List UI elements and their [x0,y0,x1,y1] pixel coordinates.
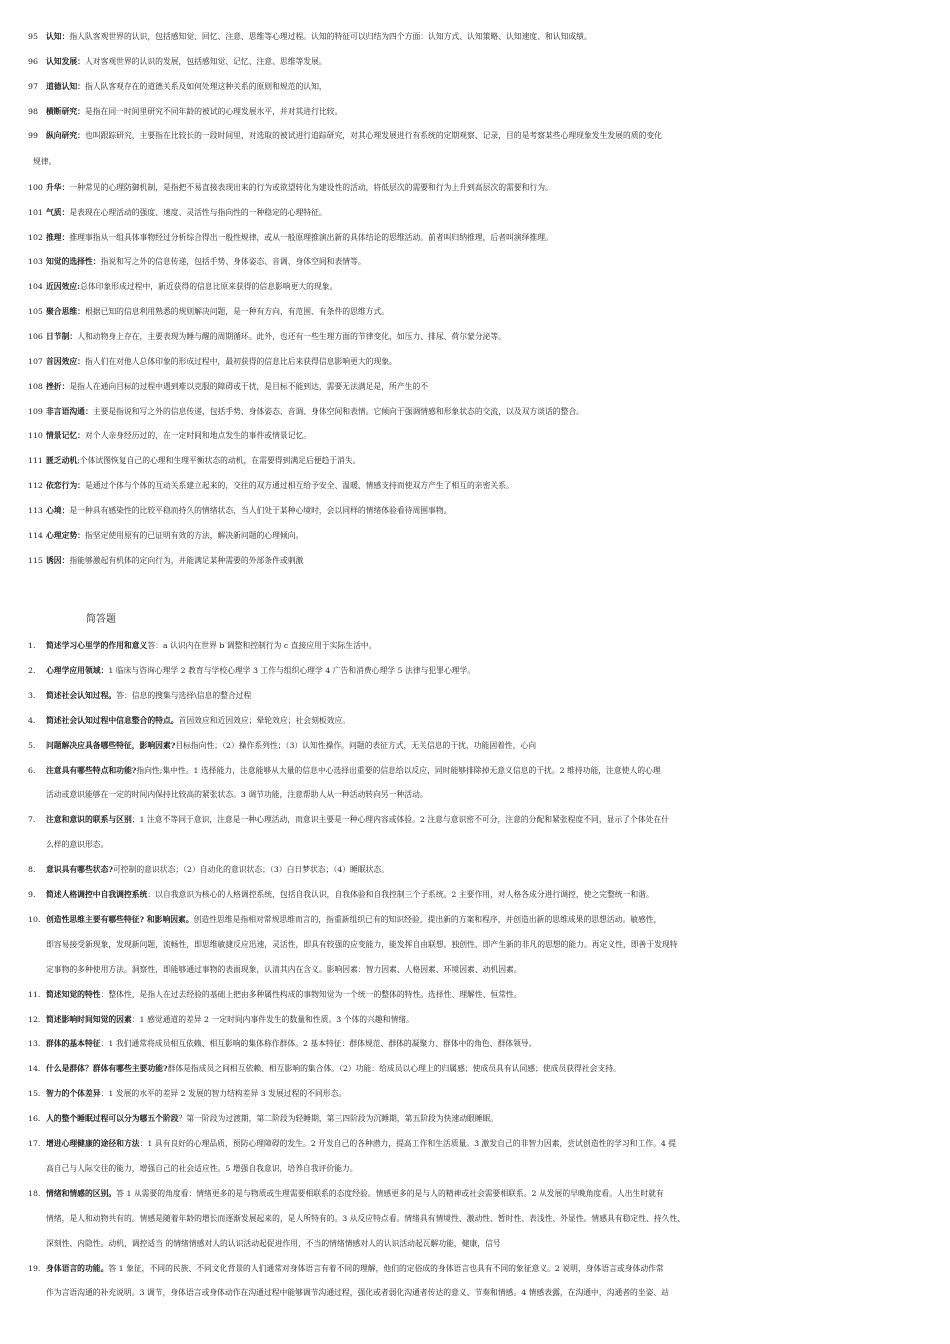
item-body [46,737,536,755]
entry-number: 102 [28,232,43,242]
glossary-entry [0,477,950,495]
item-question: 简述学习心里学的作用和意义 [46,641,148,650]
glossary-entry [0,502,950,520]
item-continuation-text: 么样的意识形态。 [46,840,109,850]
entry-body [46,278,337,296]
entry-number: 114 [28,530,43,540]
short-answer-item [0,637,950,655]
entry-term: 匮乏动机 [46,456,78,466]
item-number: 6. [28,765,36,775]
item-number: 9. [28,890,36,899]
short-answer-item [0,1060,950,1078]
item-question: 问题解决应具备哪些特征，影响因素? [46,740,176,750]
item-continuation-text: 高自己与人际交往的能力，增强自己的社会适应性。5 增强自我意识，培养自我评价能力。 [46,1163,358,1173]
short-answer-item [0,1011,950,1029]
entry-definition: 也叫跟踪研究，主要指在比较长的一段时间里，对选取的被试进行追踪研究，对其心理发展进行有系统的定期观察、记录，目的是考察某些心理现象发生发展的质的变化 [84,131,662,141]
entry-term: 升华： [46,182,70,192]
entry-number: 109 [28,406,43,416]
item-answer: 答：a 认识内在世界 b 调整和控制行为 c 直接应用于实际生活中。 [147,641,377,650]
glossary-entry [0,427,950,445]
entry-definition: 是一种具有感染性的比较平稳而持久的情绪状态，当人们处于某种心境时，会以同样的情绪体验看待周围事物。 [69,505,452,515]
item-continuation-text: 作为言语沟通的补充说明。3 调节，身体语言或身体动作在沟通过程中能够调节沟通过程，强化或者弱化沟通者传达的意义、节奏和情感。4 情感表露，在沟通中，沟通者的坐姿、站 [46,1288,670,1298]
entry-term: 知觉的选择性： [46,257,101,267]
item-answer: ？第一阶段为过渡期，第二阶段为轻睡期，第三四阶段为沉睡期，第五阶段为快速动眼睡眠。 [178,1114,499,1124]
item-body [46,886,654,904]
item-continuation-text: 深刻性、内隐性。动机，调控适当 的情绪情感对人的认识活动起促进作用，不当的情绪情感对人的认识活动起瓦解功能，健康，信号 [46,1238,501,1248]
short-answer-item [0,986,950,1004]
item-answer: ；1 注意不等同于意识，注意是一种心理活动，而意识主要是一种心理内容或体验。2 注意与意识密不可分，注意的分配和紧张程度不同，显示了个体处在什 [131,815,670,825]
item-answer: 指向性;集中性。1 选择能力，注意能够从大量的信息中心选择出重要的信息给以反应，同时能够排除掉无意义信息的干扰。2 维持功能，注意使人的心理 [136,765,661,775]
glossary-entry [0,229,950,247]
item-question: 简述人格调控中自我调控系统 [46,890,148,899]
glossary-entry [0,452,950,470]
section-heading: 简答题 [86,614,116,625]
entry-number: 112 [28,481,43,491]
short-answer-continuation [0,836,950,854]
item-body [46,1060,621,1078]
item-number: 16. [28,1114,41,1124]
entry-definition: 指人队客观存在的道德关系及如何处理这种关系的原则和规范的认知， [84,81,327,91]
entry-term: 依恋行为： [46,481,85,491]
short-answer-item [0,687,950,705]
entry-definition: 人对客观世界的认识的发展，包括感知觉、记忆、注意、思维等发展。 [84,56,327,66]
entry-body [46,53,327,71]
short-answer-item [0,762,950,780]
entry-number: 113 [28,505,43,515]
entry-definition: 指说和写之外的信息传递，包括手势、身体姿态、音调、身体空间和表情等。 [100,257,366,267]
glossary-entry [0,527,950,545]
item-question: 简述社会认知过程中信息整合的特点。 [46,715,179,725]
item-body [46,762,661,780]
entry-body [46,452,361,470]
item-body [46,662,475,680]
item-answer: 答 1 象征，不同的民族、不同文化背景的人们通常对身体语言有着不同的理解，他们的定俗成的身体语言也具有不同的象征意义。2 说明，身体语言或身体动作常 [108,1263,664,1273]
short-answer-item [0,861,950,879]
item-number: 3. [28,690,36,700]
item-number: 5. [28,740,36,750]
item-body [46,1035,536,1053]
item-question: 心理学应用领域： [46,665,109,675]
entry-term: 推理： [46,232,70,242]
entry-term: 非言语沟通： [46,406,93,416]
entry-number: 107 [28,356,43,366]
item-number: 8. [28,865,36,875]
entry-number: 98 [28,106,38,116]
entry-number: 95 [28,32,38,41]
short-answer-item [0,1260,950,1278]
item-question: 创造性思维主要有哪些特征? 和影响因素。 [46,914,194,924]
item-number: 13. [28,1039,41,1049]
entry-body [46,552,303,570]
glossary-entry [0,403,950,421]
short-answer-item [0,811,950,829]
entry-definition: 指人们在对他人总体印象的形成过程中，最初获得的信息比后来获得信息影响更大的现象。 [84,356,397,366]
item-number: 15. [28,1089,41,1099]
short-answer-continuation [0,936,950,954]
glossary-entry [0,253,950,271]
entry-number: 110 [28,431,43,441]
glossary-entry [0,78,950,96]
glossary-entry [0,278,950,296]
entry-definition: 推理事指从一组具体事物经过分析综合得出一般性规律，或从一般原理推演出新的具体结论的思维活动。前者叫归纳推理，后者叫演绎推理。 [69,232,553,242]
item-number: 19. [28,1263,41,1273]
entry-definition: 是通过个体与个体的互动关系建立起来的，交往的双方通过相互给予安全、温暖、情感支持而使双方产生了相互的亲密关系。 [84,481,514,491]
short-answer-item [0,1135,950,1153]
entry-term: 近因效应: [46,282,81,292]
item-question: 简述知觉的特性 [46,989,101,999]
entry-number: 96 [28,56,38,66]
item-question: 情绪和情感的区别。 [46,1188,117,1198]
entry-term: 认知发展： [46,56,85,66]
item-body [46,1135,676,1153]
entry-body [46,477,514,495]
item-body [46,687,251,705]
short-answer-continuation [0,1160,950,1178]
item-body [46,712,350,730]
short-answer-item [0,1185,950,1203]
short-answer-item [0,1035,950,1053]
item-question: 注意具有哪些特点和功能? [46,765,137,775]
short-answer-continuation [0,1235,950,1253]
item-question: 意识具有哪些状态? [46,865,113,875]
item-number: 10. [28,914,41,924]
short-answer-item [0,1110,950,1128]
entry-continuation-text: 规律。 [33,157,57,167]
item-question: 增进心理健康的途径和方法 [46,1139,140,1148]
item-body [46,986,522,1004]
short-answer-continuation [0,1210,950,1228]
item-answer: 首因效应和近因效应；晕轮效应；社会刻板效应。 [178,715,351,725]
item-continuation-text: 即容易接受新现象，发现新问题，流畅性，即思维敏捷反应迅速，灵活性，即具有较强的应变能力，能发挥自由联想。独创性，即产生新的非凡的思想的能力。再定义性，即善于发现特 [46,939,678,949]
entry-body [46,229,553,247]
entry-body [46,427,311,445]
item-body [46,911,661,929]
entry-definition: 是指在同一时间里研究不同年龄的被试的心理发展水平，并对其进行比较。 [84,106,343,116]
short-answer-item [0,737,950,755]
short-answer-continuation [0,961,950,979]
entry-number: 103 [28,257,43,267]
entry-number: 115 [28,555,43,565]
item-question: 群体的基本特征 [46,1039,101,1049]
item-answer: 群体是指成员之间相互依赖、相互影响的集合体。（2）功能：给成员以心理上的归属感；使成员具有认同感；使成员获得社会支持。 [167,1064,621,1074]
entry-body [46,502,451,520]
short-answer-continuation [0,1284,950,1302]
entry-body [46,403,584,421]
short-answer-item [0,712,950,730]
item-number: 12. [28,1014,41,1024]
entry-body [46,204,327,222]
entry-term: 首因效应： [46,356,85,366]
entry-number: 97 [28,81,38,91]
item-number: 18. [28,1188,41,1198]
item-answer: ：1 发展的水平的差异 2 发展的智力结构差异 3 发展过程的不同形态。 [100,1089,347,1099]
short-answer-continuation [0,786,950,804]
entry-definition: 主要是指说和写之外的信息传递，包括手势、身体姿态、音调、身体空间和表情。它倾向于强调情感和形象状态的交流，以及双方谈话的整合。 [92,406,584,416]
glossary-entry [0,353,950,371]
short-answer-item [0,1085,950,1103]
item-body [46,1260,664,1278]
item-number: 17. [28,1139,41,1148]
entry-term: 认知： [46,32,70,41]
short-answer-item [0,662,950,680]
entry-definition: 是表现在心理活动的强度、速度、灵活性与指向性的一种稳定的心理特征。 [69,207,327,217]
item-question: 身体语言的功能。 [46,1263,109,1273]
entry-body [46,253,366,271]
item-answer: ：1 具有良好的心理品质，预防心理障碍的发生。2 开发自己的各种潜力，提高工作和生活质量。3 激发自己的非智力因素，尝试创造性的学习和工作。4 提 [139,1139,677,1148]
item-continuation-text: 定事物的多种使用方法。洞察性，即能够通过事物的表面现象，认清其内在含义。影响因素：智力因素、人格因素、环境因素、动机因素。 [46,964,522,974]
glossary-entry [0,378,950,396]
entry-number: 106 [28,332,43,341]
entry-number: 105 [28,307,43,317]
entry-body [46,328,506,346]
item-answer: ：以自我意识为核心的人格调控系统，包括自我认识，自我体验和自我控制三个子系统。2 主要作用，对人格各成分进行调控，使之完整统一和谐。 [147,890,654,899]
glossary-entry [0,28,950,46]
entry-definition: 对个人亲身经历过的，在一定时间和地点发生的事件或情景记忆。 [84,431,312,441]
glossary-entry [0,328,950,346]
entry-term: 道德认知： [46,81,85,91]
entry-body [46,78,327,96]
item-body [46,1085,346,1103]
glossary-entry [0,204,950,222]
glossary-continuation [0,153,950,171]
item-answer: 答 1 从需要的角度看：情绪更多的是与物质或生理需要相联系的态度经验。情感更多的是与人的精神或社会需要相联系。2 从发展的早晚角度看。人出生时就有 [116,1188,664,1198]
entry-definition: 根据已知的信息利用熟悉的规则解决问题，是一种有方向、有范围、有条件的思维方式。 [84,307,390,317]
entry-term: 日节制： [46,332,78,341]
entry-definition: 指人队客观世界的认识，包括感知觉、回忆、注意、思维等心理过程。认知的特征可以归结为四个方面：认知方式、认知策略、认知速度、和认知成绩。 [69,32,592,41]
item-body [46,1110,498,1128]
item-body [46,861,389,879]
entry-body [46,103,342,121]
item-question: 智力的个体差异 [46,1089,101,1099]
item-question: 简述社会认知过程。 [46,690,117,700]
entry-definition: 一种常见的心理防御机制，是指把不易直接表现出来的行为或欲望转化为建设性的活动，将低层次的需要和行为上升到高层次的需要和行为。 [69,182,553,192]
glossary-entry [0,552,950,570]
entry-definition: 人和动物身上存在，主要表现为睡与醒的周期循环。此外，也还有一些生理方面的节律变化，如压力、排尿、荷尔蒙分泌等。 [77,332,507,341]
entry-body [46,303,389,321]
entry-term: 聚合思维： [46,307,85,317]
entry-definition: 是指人在通向目标的过程中遇到难以克服的障碍或干扰，是目标不能到达，需要无法满足是，所产生的不 [69,381,429,391]
entry-definition: 指坚定使用原有的已证明有效的方法，解决新问题的心理倾向。 [84,530,304,540]
entry-definition: 总体印象形成过程中，新近获得的信息比原来获得的信息影响更大的现象。 [80,282,338,292]
item-body [46,1185,664,1203]
entry-term: 挫折： [46,381,70,391]
glossary-entry [0,179,950,197]
item-answer: 答：信息的搜集与选择\信息的整合过程 [116,690,252,700]
item-answer: 1 临床与咨询心理学 2 教育与学校心理学 3 工作与组织心理学 4 广告和消费心理学 5 法律与犯罪心理学。 [108,665,476,675]
item-number: 11. [28,989,41,999]
item-number: 7. [28,815,36,825]
entry-body [46,127,662,145]
entry-body [46,28,592,46]
entry-term: 纵向研究： [46,131,85,141]
glossary-entry [0,127,950,145]
item-answer: ：1 我们通常将成员相互依赖、相互影响的集体称作群体。2 基本特征：群体规范、群体的凝聚力、群体中的角色、群体领导。 [100,1039,537,1049]
item-question: 简述影响时间知觉的因素 [46,1014,132,1024]
entry-term: 诱因： [46,555,70,565]
entry-definition: 指能够激起有机体的定向行为，并能满足某种需要的外部条件或刺激 [69,555,304,565]
glossary-entry [0,103,950,121]
entry-number: 111 [28,456,43,466]
item-question: 人的整个睡眠过程可以分为哪五个阶段 [46,1114,179,1124]
item-number: 14. [28,1064,41,1074]
item-answer: 可控制的意识状态；（2）自动化的意识状态；（3）白日梦状态；（4）睡眠状态。 [112,865,390,875]
item-number: 4. [28,715,36,725]
item-number: 2. [28,665,36,675]
entry-number: 100 [28,182,43,192]
item-continuation-text: 情绪，是人和动物共有的。情感是随着年龄的增长而逐渐发展起来的，是人所特有的。3 从反应特点看。情绪具有情境性、激动性、暂时性、表浅性、外显性。情感具有稳定性、持久性、 [46,1213,685,1223]
item-continuation-text: 活动或意识能够在一定的时间内保持比较高的紧张状态。3 调节功能，注意帮助人从一种活动转向另一种活动。 [46,790,428,800]
entry-term: 心理定势： [46,530,85,540]
glossary-entry [0,303,950,321]
entry-number: 99 [28,131,38,141]
entry-number: 104 [28,282,43,292]
item-body [46,811,669,829]
entry-term: 情景记忆： [46,431,85,441]
glossary-entry [0,53,950,71]
item-body [46,637,376,655]
item-answer: ：1 感觉通道的差异 2 一定时间内事件发生的数量和性质。3 个体的兴趣和情绪。 [131,1014,414,1024]
entry-term: 横断研究： [46,106,85,116]
entry-body [46,353,397,371]
item-body [46,1011,414,1029]
item-number: 1. [28,641,36,650]
item-answer: ：整体性，是指人在过去经验的基础上把由多种属性构成的事物知觉为一个统一的整体的特性。选择性、理解性、恒常性。 [100,989,522,999]
entry-body [46,527,303,545]
short-answer-item [0,886,950,904]
entry-definition: ;个体试图恢复自己的心理和生理平衡状态的动机，在需要得到满足后便趋于消失。 [77,456,361,466]
item-question: 注意和意识的联系与区别 [46,815,132,825]
entry-body [46,179,553,197]
entry-term: 气质： [46,207,70,217]
item-question: 什么是群体？群体有哪些主要功能? [46,1064,168,1074]
item-answer: 创造性思维是指相对常规思维而言的，指重新组织已有的知识经验，提出新的方案和程序，并创造出新的思维成果的思想活动。敏感性， [193,914,662,924]
entry-term: 心境： [46,505,70,515]
entry-number: 108 [28,381,43,391]
entry-number: 101 [28,207,43,217]
entry-body [46,378,428,396]
short-answer-item [0,911,950,929]
item-answer: 目标指向性；（2）操作系列性；（3）认知性操作。问题的表征方式，无关信息的干扰，功能固着性，心向 [175,740,537,750]
